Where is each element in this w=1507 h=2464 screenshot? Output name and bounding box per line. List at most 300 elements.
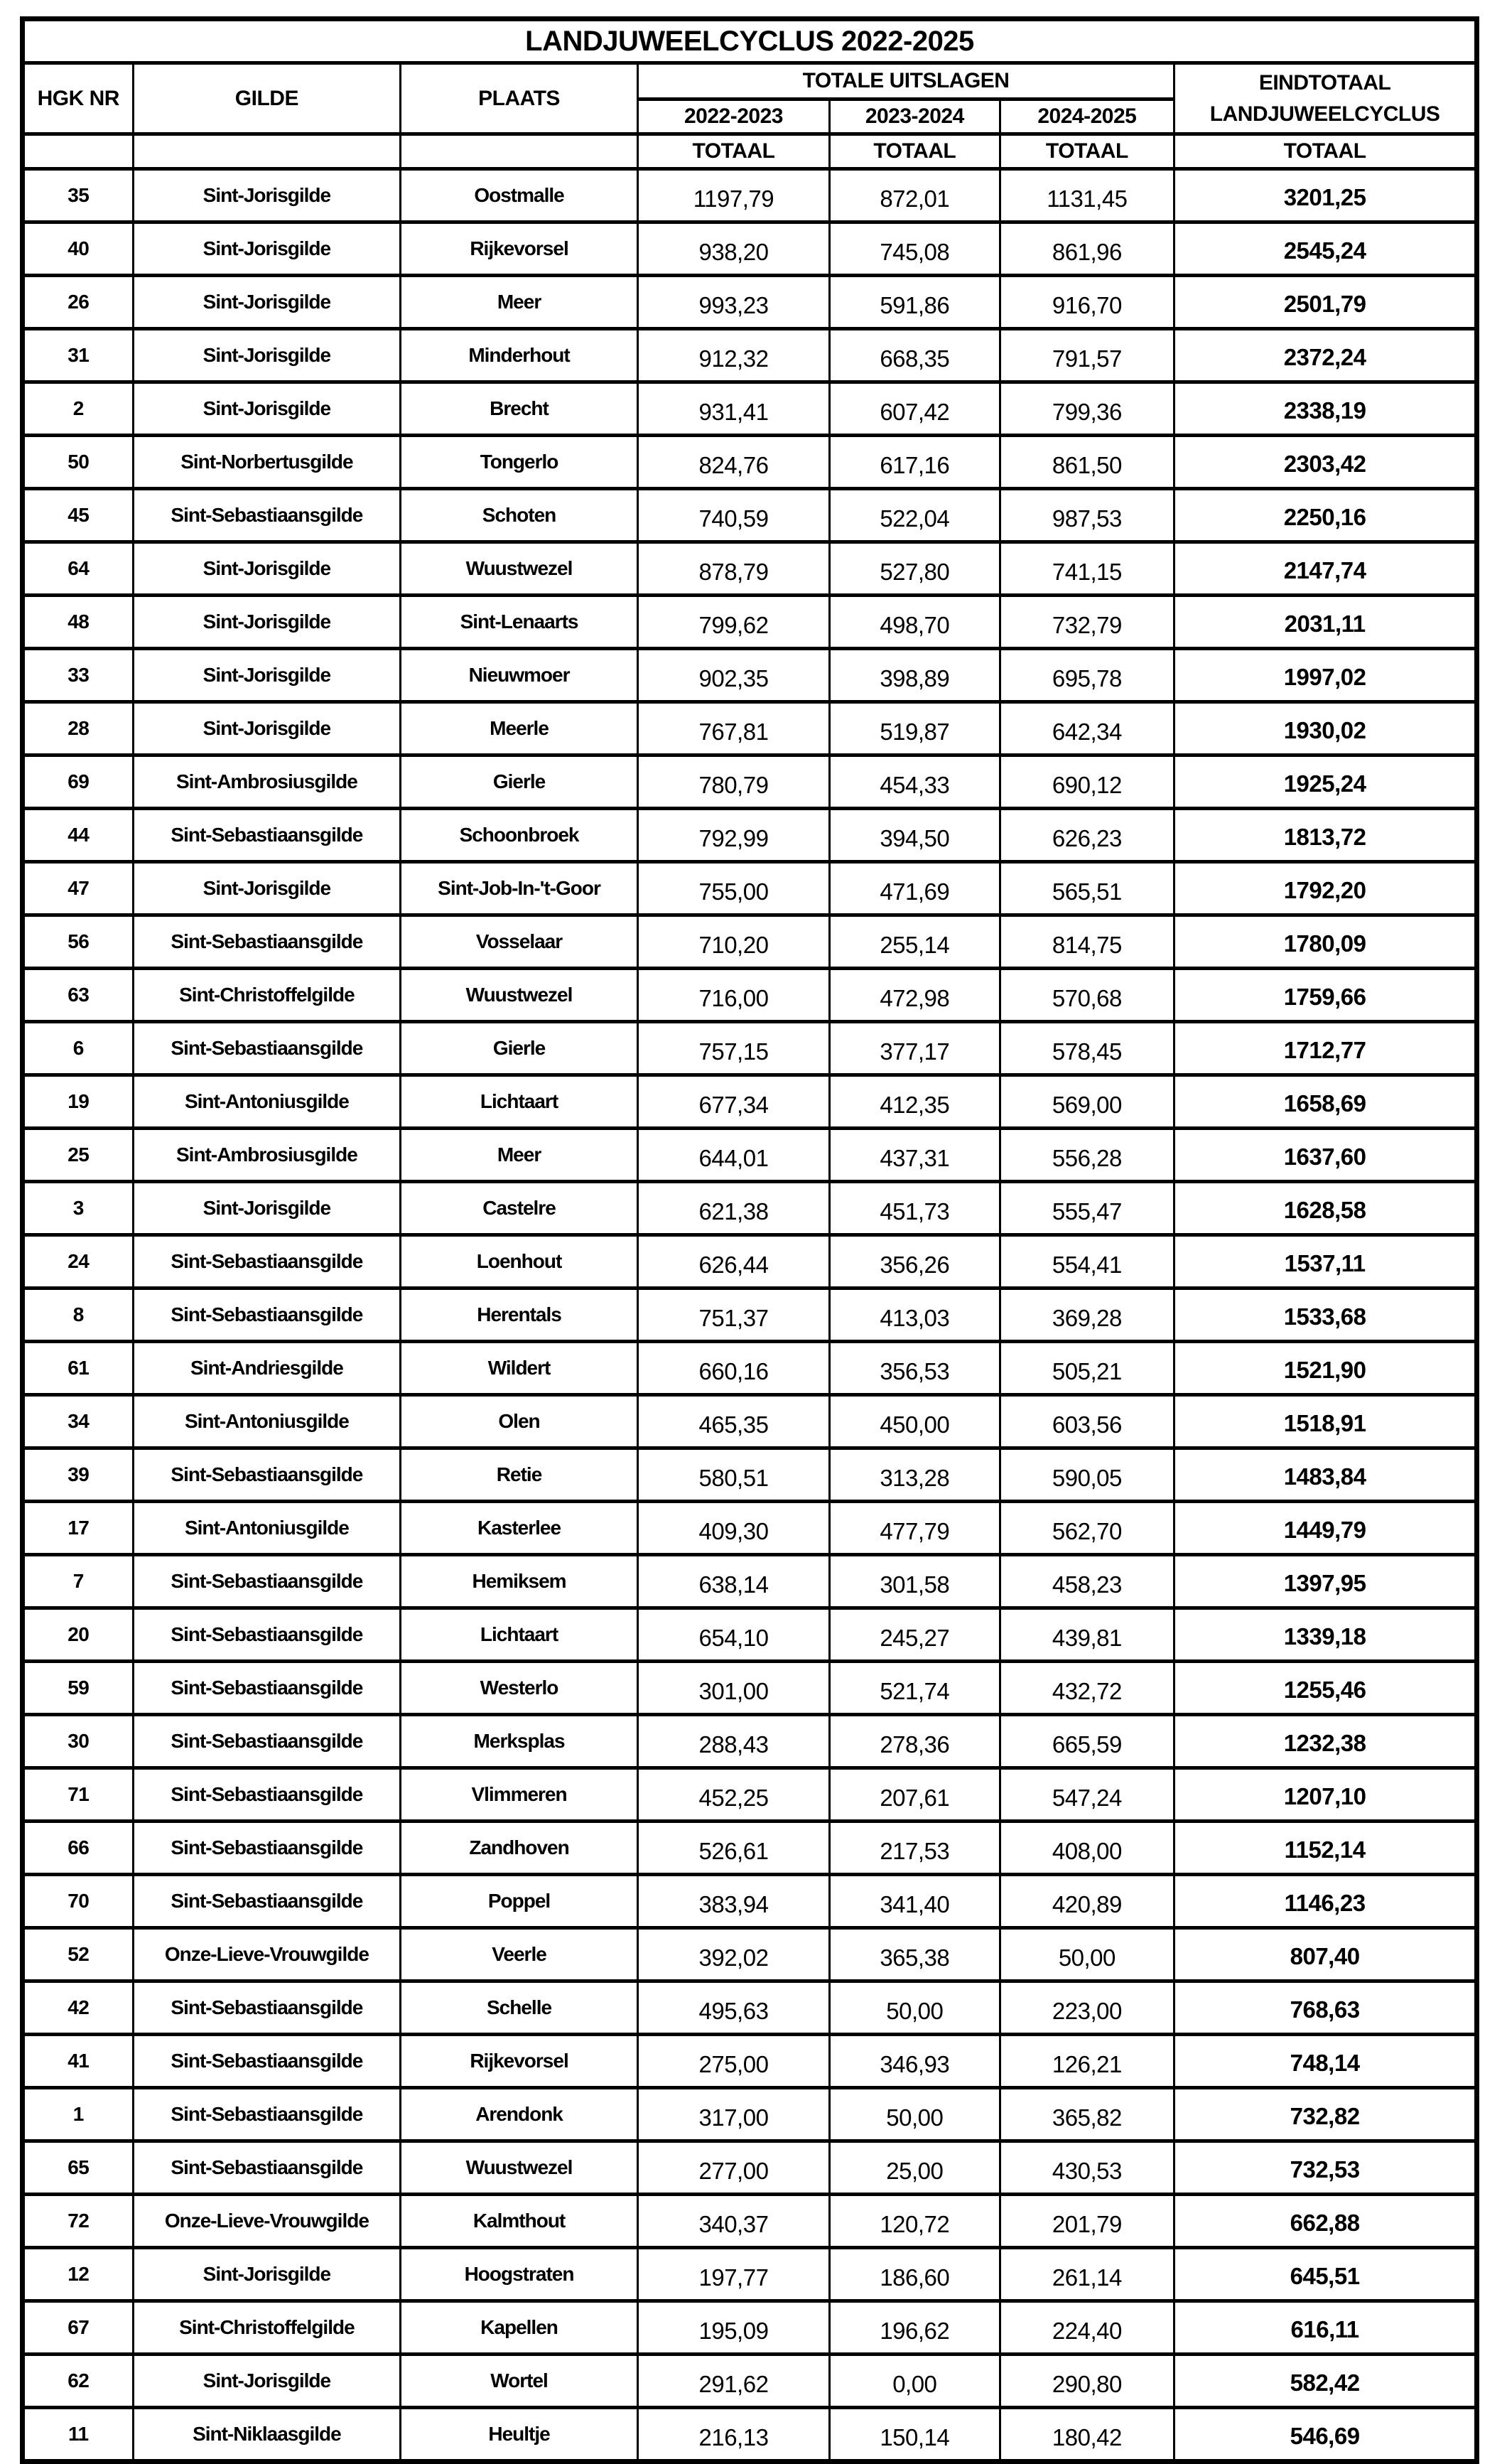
hgk-number-cell: 69 bbox=[23, 755, 134, 809]
eindtotaal-cell: 1483,84 bbox=[1174, 1448, 1477, 1502]
gilde-name-cell: Sint-Sebastiaansgilde bbox=[133, 2088, 401, 2141]
eindtotaal-cell: 732,82 bbox=[1174, 2088, 1477, 2141]
season2-total-cell: 398,89 bbox=[830, 649, 1000, 702]
season1-total-cell: 740,59 bbox=[637, 489, 829, 542]
season1-total-cell: 677,34 bbox=[637, 1075, 829, 1129]
season3-total-cell: 665,59 bbox=[1000, 1715, 1174, 1768]
plaats-cell: Meerle bbox=[401, 702, 638, 755]
gilde-name-cell: Onze-Lieve-Vrouwgilde bbox=[133, 2195, 401, 2248]
season2-total-cell: 356,26 bbox=[830, 1235, 1000, 1289]
plaats-cell: Wortel bbox=[401, 2355, 638, 2408]
season3-total-cell: 570,68 bbox=[1000, 969, 1174, 1022]
hgk-number-cell: 3 bbox=[23, 1182, 134, 1235]
header-gilde: GILDE bbox=[133, 63, 401, 134]
eindtotaal-cell: 1521,90 bbox=[1174, 1342, 1477, 1395]
gilde-name-cell: Sint-Sebastiaansgilde bbox=[133, 1289, 401, 1342]
season2-total-cell: 450,00 bbox=[830, 1395, 1000, 1448]
season3-total-cell: 290,80 bbox=[1000, 2355, 1174, 2408]
plaats-cell: Vlimmeren bbox=[401, 1768, 638, 1822]
table-row bbox=[23, 489, 1477, 542]
eindtotaal-cell: 1780,09 bbox=[1174, 915, 1477, 969]
gilde-name-cell: Sint-Ambrosiusgilde bbox=[133, 755, 401, 809]
eindtotaal-cell: 732,53 bbox=[1174, 2141, 1477, 2195]
season2-total-cell: 207,61 bbox=[830, 1768, 1000, 1822]
gilde-name-cell: Sint-Sebastiaansgilde bbox=[133, 2141, 401, 2195]
table-row bbox=[23, 1822, 1477, 1875]
plaats-cell: Veerle bbox=[401, 1928, 638, 1981]
eindtotaal-cell: 2545,24 bbox=[1174, 222, 1477, 276]
season2-total-cell: 522,04 bbox=[830, 489, 1000, 542]
table-row bbox=[23, 2408, 1477, 2462]
table-row bbox=[23, 329, 1477, 382]
season2-total-cell: 186,60 bbox=[830, 2248, 1000, 2301]
season3-total-cell: 555,47 bbox=[1000, 1182, 1174, 1235]
table-row bbox=[23, 1715, 1477, 1768]
plaats-cell: Schoonbroek bbox=[401, 809, 638, 862]
eindtotaal-cell: 1533,68 bbox=[1174, 1289, 1477, 1342]
header-hgk-nr: HGK NR bbox=[23, 63, 134, 134]
eindtotaal-cell: 1628,58 bbox=[1174, 1182, 1477, 1235]
eindtotaal-cell: 748,14 bbox=[1174, 2035, 1477, 2088]
header-totale-uitslagen: TOTALE UITSLAGEN bbox=[637, 63, 1174, 99]
season1-total-cell: 938,20 bbox=[637, 222, 829, 276]
season3-total-cell: 50,00 bbox=[1000, 1928, 1174, 1981]
hgk-number-cell: 6 bbox=[23, 1022, 134, 1075]
season1-total-cell: 621,38 bbox=[637, 1182, 829, 1235]
season1-total-cell: 767,81 bbox=[637, 702, 829, 755]
plaats-cell: Minderhout bbox=[401, 329, 638, 382]
gilde-name-cell: Sint-Sebastiaansgilde bbox=[133, 1875, 401, 1928]
season3-total-cell: 590,05 bbox=[1000, 1448, 1174, 1502]
season3-total-cell: 814,75 bbox=[1000, 915, 1174, 969]
season1-total-cell: 792,99 bbox=[637, 809, 829, 862]
season2-total-cell: 217,53 bbox=[830, 1822, 1000, 1875]
eindtotaal-cell: 1255,46 bbox=[1174, 1662, 1477, 1715]
hgk-number-cell: 52 bbox=[23, 1928, 134, 1981]
gilde-name-cell: Sint-Jorisgilde bbox=[133, 222, 401, 276]
table-row bbox=[23, 542, 1477, 596]
season3-total-cell: 732,79 bbox=[1000, 596, 1174, 649]
season1-total-cell: 409,30 bbox=[637, 1502, 829, 1555]
season3-total-cell: 626,23 bbox=[1000, 809, 1174, 862]
table-row bbox=[23, 1662, 1477, 1715]
plaats-cell: Heultje bbox=[401, 2408, 638, 2462]
table-row bbox=[23, 1448, 1477, 1502]
season3-total-cell: 603,56 bbox=[1000, 1395, 1174, 1448]
page-title: LANDJUWEELCYCLUS 2022-2025 bbox=[23, 19, 1477, 63]
season2-total-cell: 394,50 bbox=[830, 809, 1000, 862]
header-empty-hgk bbox=[23, 134, 134, 169]
gilde-name-cell: Sint-Jorisgilde bbox=[133, 169, 401, 222]
eindtotaal-cell: 2147,74 bbox=[1174, 542, 1477, 596]
table-row bbox=[23, 1768, 1477, 1822]
eindtotaal-cell: 1813,72 bbox=[1174, 809, 1477, 862]
plaats-cell: Schoten bbox=[401, 489, 638, 542]
season1-total-cell: 799,62 bbox=[637, 596, 829, 649]
plaats-cell: Rijkevorsel bbox=[401, 222, 638, 276]
season2-total-cell: 341,40 bbox=[830, 1875, 1000, 1928]
eindtotaal-cell: 1930,02 bbox=[1174, 702, 1477, 755]
plaats-cell: Wuustwezel bbox=[401, 542, 638, 596]
eindtotaal-cell: 1397,95 bbox=[1174, 1555, 1477, 1608]
season1-total-cell: 275,00 bbox=[637, 2035, 829, 2088]
header-empty-plaats bbox=[401, 134, 638, 169]
gilde-name-cell: Sint-Jorisgilde bbox=[133, 276, 401, 329]
gilde-name-cell: Sint-Jorisgilde bbox=[133, 382, 401, 436]
season1-total-cell: 638,14 bbox=[637, 1555, 829, 1608]
season1-total-cell: 195,09 bbox=[637, 2301, 829, 2355]
eindtotaal-cell: 1152,14 bbox=[1174, 1822, 1477, 1875]
eindtotaal-cell: 1537,11 bbox=[1174, 1235, 1477, 1289]
season1-total-cell: 654,10 bbox=[637, 1608, 829, 1662]
eindtotaal-cell: 1637,60 bbox=[1174, 1129, 1477, 1182]
season3-total-cell: 201,79 bbox=[1000, 2195, 1174, 2248]
table-row bbox=[23, 1075, 1477, 1129]
season3-total-cell: 432,72 bbox=[1000, 1662, 1174, 1715]
season3-total-cell: 690,12 bbox=[1000, 755, 1174, 809]
table-row bbox=[23, 1555, 1477, 1608]
eindtotaal-cell: 1658,69 bbox=[1174, 1075, 1477, 1129]
season3-total-cell: 365,82 bbox=[1000, 2088, 1174, 2141]
header-eindtotaal bbox=[1174, 63, 1477, 134]
hgk-number-cell: 39 bbox=[23, 1448, 134, 1502]
gilde-name-cell: Sint-Andriesgilde bbox=[133, 1342, 401, 1395]
season3-total-cell: 741,15 bbox=[1000, 542, 1174, 596]
eindtotaal-cell: 1997,02 bbox=[1174, 649, 1477, 702]
season2-total-cell: 471,69 bbox=[830, 862, 1000, 915]
eindtotaal-cell: 582,42 bbox=[1174, 2355, 1477, 2408]
season1-total-cell: 644,01 bbox=[637, 1129, 829, 1182]
season2-total-cell: 150,14 bbox=[830, 2408, 1000, 2462]
hgk-number-cell: 45 bbox=[23, 489, 134, 542]
table-row bbox=[23, 755, 1477, 809]
header-totaal-season2: TOTAAL bbox=[830, 134, 1000, 169]
eindtotaal-cell: 2372,24 bbox=[1174, 329, 1477, 382]
plaats-cell: Poppel bbox=[401, 1875, 638, 1928]
table-row bbox=[23, 1502, 1477, 1555]
gilde-name-cell: Sint-Sebastiaansgilde bbox=[133, 1822, 401, 1875]
plaats-cell: Sint-Job-In-'t-Goor bbox=[401, 862, 638, 915]
plaats-cell: Lichtaart bbox=[401, 1608, 638, 1662]
season3-total-cell: 430,53 bbox=[1000, 2141, 1174, 2195]
season2-total-cell: 591,86 bbox=[830, 276, 1000, 329]
plaats-cell: Gierle bbox=[401, 1022, 638, 1075]
season1-total-cell: 301,00 bbox=[637, 1662, 829, 1715]
season1-total-cell: 495,63 bbox=[637, 1981, 829, 2035]
season3-total-cell: 458,23 bbox=[1000, 1555, 1174, 1608]
table-row bbox=[23, 702, 1477, 755]
season2-total-cell: 25,00 bbox=[830, 2141, 1000, 2195]
table-row bbox=[23, 1182, 1477, 1235]
gilde-name-cell: Sint-Antoniusgilde bbox=[133, 1502, 401, 1555]
season2-total-cell: 668,35 bbox=[830, 329, 1000, 382]
eindtotaal-cell: 616,11 bbox=[1174, 2301, 1477, 2355]
gilde-name-cell: Sint-Sebastiaansgilde bbox=[133, 1662, 401, 1715]
season2-total-cell: 498,70 bbox=[830, 596, 1000, 649]
season1-total-cell: 580,51 bbox=[637, 1448, 829, 1502]
hgk-number-cell: 61 bbox=[23, 1342, 134, 1395]
hgk-number-cell: 34 bbox=[23, 1395, 134, 1448]
season3-total-cell: 224,40 bbox=[1000, 2301, 1174, 2355]
eindtotaal-cell: 2303,42 bbox=[1174, 436, 1477, 489]
eindtotaal-cell: 3201,25 bbox=[1174, 169, 1477, 222]
season1-total-cell: 626,44 bbox=[637, 1235, 829, 1289]
hgk-number-cell: 31 bbox=[23, 329, 134, 382]
season2-total-cell: 120,72 bbox=[830, 2195, 1000, 2248]
season2-total-cell: 50,00 bbox=[830, 1981, 1000, 2035]
header-season-2024-2025: 2024-2025 bbox=[1000, 99, 1174, 134]
gilde-name-cell: Sint-Sebastiaansgilde bbox=[133, 915, 401, 969]
season2-total-cell: 196,62 bbox=[830, 2301, 1000, 2355]
gilde-name-cell: Sint-Christoffelgilde bbox=[133, 2301, 401, 2355]
gilde-name-cell: Sint-Antoniusgilde bbox=[133, 1075, 401, 1129]
season1-total-cell: 660,16 bbox=[637, 1342, 829, 1395]
gilde-name-cell: Sint-Sebastiaansgilde bbox=[133, 809, 401, 862]
table-row bbox=[23, 2355, 1477, 2408]
eindtotaal-cell: 2501,79 bbox=[1174, 276, 1477, 329]
gilde-name-cell: Sint-Sebastiaansgilde bbox=[133, 1555, 401, 1608]
hgk-number-cell: 72 bbox=[23, 2195, 134, 2248]
header-season-2023-2024: 2023-2024 bbox=[830, 99, 1000, 134]
season1-total-cell: 755,00 bbox=[637, 862, 829, 915]
season1-total-cell: 780,79 bbox=[637, 755, 829, 809]
season2-total-cell: 50,00 bbox=[830, 2088, 1000, 2141]
title-row bbox=[23, 19, 1477, 63]
season2-total-cell: 472,98 bbox=[830, 969, 1000, 1022]
season3-total-cell: 562,70 bbox=[1000, 1502, 1174, 1555]
season2-total-cell: 301,58 bbox=[830, 1555, 1000, 1608]
season1-total-cell: 288,43 bbox=[637, 1715, 829, 1768]
hgk-number-cell: 62 bbox=[23, 2355, 134, 2408]
table-row bbox=[23, 276, 1477, 329]
hgk-number-cell: 40 bbox=[23, 222, 134, 276]
hgk-number-cell: 2 bbox=[23, 382, 134, 436]
header-row-totaal bbox=[23, 134, 1477, 169]
hgk-number-cell: 20 bbox=[23, 1608, 134, 1662]
eindtotaal-cell: 1146,23 bbox=[1174, 1875, 1477, 1928]
gilde-name-cell: Sint-Jorisgilde bbox=[133, 596, 401, 649]
season1-total-cell: 216,13 bbox=[637, 2408, 829, 2462]
hgk-number-cell: 19 bbox=[23, 1075, 134, 1129]
eindtotaal-cell: 2338,19 bbox=[1174, 382, 1477, 436]
season2-total-cell: 245,27 bbox=[830, 1608, 1000, 1662]
plaats-cell: Zandhoven bbox=[401, 1822, 638, 1875]
table-row bbox=[23, 1342, 1477, 1395]
hgk-number-cell: 44 bbox=[23, 809, 134, 862]
season3-total-cell: 799,36 bbox=[1000, 382, 1174, 436]
season1-total-cell: 452,25 bbox=[637, 1768, 829, 1822]
eindtotaal-cell: 1518,91 bbox=[1174, 1395, 1477, 1448]
eindtotaal-cell: 2250,16 bbox=[1174, 489, 1477, 542]
table-row bbox=[23, 1981, 1477, 2035]
table-row bbox=[23, 969, 1477, 1022]
hgk-number-cell: 28 bbox=[23, 702, 134, 755]
season2-total-cell: 0,00 bbox=[830, 2355, 1000, 2408]
gilde-name-cell: Sint-Jorisgilde bbox=[133, 542, 401, 596]
table-row bbox=[23, 1395, 1477, 1448]
gilde-name-cell: Sint-Niklaasgilde bbox=[133, 2408, 401, 2462]
season3-total-cell: 439,81 bbox=[1000, 1608, 1174, 1662]
season2-total-cell: 255,14 bbox=[830, 915, 1000, 969]
season3-total-cell: 420,89 bbox=[1000, 1875, 1174, 1928]
season3-total-cell: 505,21 bbox=[1000, 1342, 1174, 1395]
gilde-name-cell: Sint-Jorisgilde bbox=[133, 2248, 401, 2301]
season3-total-cell: 369,28 bbox=[1000, 1289, 1174, 1342]
header-eindtotaal-line1: EINDTOTAAL bbox=[1258, 70, 1391, 95]
season2-total-cell: 745,08 bbox=[830, 222, 1000, 276]
plaats-cell: Nieuwmoer bbox=[401, 649, 638, 702]
season3-total-cell: 565,51 bbox=[1000, 862, 1174, 915]
table-row bbox=[23, 2195, 1477, 2248]
eindtotaal-cell: 768,63 bbox=[1174, 1981, 1477, 2035]
table-row bbox=[23, 2035, 1477, 2088]
table-row bbox=[23, 1235, 1477, 1289]
season1-total-cell: 392,02 bbox=[637, 1928, 829, 1981]
gilde-name-cell: Sint-Sebastiaansgilde bbox=[133, 1235, 401, 1289]
hgk-number-cell: 71 bbox=[23, 1768, 134, 1822]
gilde-name-cell: Sint-Sebastiaansgilde bbox=[133, 1608, 401, 1662]
season1-total-cell: 912,32 bbox=[637, 329, 829, 382]
season3-total-cell: 547,24 bbox=[1000, 1768, 1174, 1822]
plaats-cell: Wuustwezel bbox=[401, 969, 638, 1022]
plaats-cell: Kasterlee bbox=[401, 1502, 638, 1555]
plaats-cell: Meer bbox=[401, 1129, 638, 1182]
season1-total-cell: 197,77 bbox=[637, 2248, 829, 2301]
plaats-cell: Loenhout bbox=[401, 1235, 638, 1289]
season1-total-cell: 751,37 bbox=[637, 1289, 829, 1342]
gilde-name-cell: Onze-Lieve-Vrouwgilde bbox=[133, 1928, 401, 1981]
eindtotaal-cell: 1792,20 bbox=[1174, 862, 1477, 915]
plaats-cell: Merksplas bbox=[401, 1715, 638, 1768]
plaats-cell: Hemiksem bbox=[401, 1555, 638, 1608]
season3-total-cell: 408,00 bbox=[1000, 1822, 1174, 1875]
hgk-number-cell: 8 bbox=[23, 1289, 134, 1342]
gilde-name-cell: Sint-Sebastiaansgilde bbox=[133, 1768, 401, 1822]
hgk-number-cell: 25 bbox=[23, 1129, 134, 1182]
gilde-name-cell: Sint-Jorisgilde bbox=[133, 2355, 401, 2408]
table-row bbox=[23, 436, 1477, 489]
season1-total-cell: 878,79 bbox=[637, 542, 829, 596]
season3-total-cell: 556,28 bbox=[1000, 1129, 1174, 1182]
hgk-number-cell: 12 bbox=[23, 2248, 134, 2301]
plaats-cell: Sint-Lenaarts bbox=[401, 596, 638, 649]
hgk-number-cell: 65 bbox=[23, 2141, 134, 2195]
season1-total-cell: 1197,79 bbox=[637, 169, 829, 222]
hgk-number-cell: 67 bbox=[23, 2301, 134, 2355]
eindtotaal-cell: 1449,79 bbox=[1174, 1502, 1477, 1555]
season1-total-cell: 710,20 bbox=[637, 915, 829, 969]
table-row bbox=[23, 1129, 1477, 1182]
table-row bbox=[23, 2141, 1477, 2195]
plaats-cell: Lichtaart bbox=[401, 1075, 638, 1129]
hgk-number-cell: 35 bbox=[23, 169, 134, 222]
season1-total-cell: 465,35 bbox=[637, 1395, 829, 1448]
season2-total-cell: 521,74 bbox=[830, 1662, 1000, 1715]
season3-total-cell: 223,00 bbox=[1000, 1981, 1174, 2035]
plaats-cell: Meer bbox=[401, 276, 638, 329]
gilde-name-cell: Sint-Jorisgilde bbox=[133, 1182, 401, 1235]
eindtotaal-cell: 645,51 bbox=[1174, 2248, 1477, 2301]
hgk-number-cell: 33 bbox=[23, 649, 134, 702]
table-row bbox=[23, 1289, 1477, 1342]
season3-total-cell: 126,21 bbox=[1000, 2035, 1174, 2088]
season3-total-cell: 987,53 bbox=[1000, 489, 1174, 542]
eindtotaal-cell: 807,40 bbox=[1174, 1928, 1477, 1981]
season2-total-cell: 607,42 bbox=[830, 382, 1000, 436]
table-row bbox=[23, 649, 1477, 702]
season2-total-cell: 617,16 bbox=[830, 436, 1000, 489]
plaats-cell: Wildert bbox=[401, 1342, 638, 1395]
season2-total-cell: 413,03 bbox=[830, 1289, 1000, 1342]
table-row bbox=[23, 169, 1477, 222]
gilde-name-cell: Sint-Sebastiaansgilde bbox=[133, 1022, 401, 1075]
header-totaal-season1: TOTAAL bbox=[637, 134, 829, 169]
plaats-cell: Westerlo bbox=[401, 1662, 638, 1715]
plaats-cell: Retie bbox=[401, 1448, 638, 1502]
hgk-number-cell: 41 bbox=[23, 2035, 134, 2088]
season3-total-cell: 578,45 bbox=[1000, 1022, 1174, 1075]
table-row bbox=[23, 2088, 1477, 2141]
plaats-cell: Vosselaar bbox=[401, 915, 638, 969]
season1-total-cell: 993,23 bbox=[637, 276, 829, 329]
hgk-number-cell: 50 bbox=[23, 436, 134, 489]
eindtotaal-cell: 1925,24 bbox=[1174, 755, 1477, 809]
table-row bbox=[23, 222, 1477, 276]
plaats-cell: Brecht bbox=[401, 382, 638, 436]
table-row bbox=[23, 2301, 1477, 2355]
header-eindtotaal-line2: LANDJUWEELCYCLUS bbox=[1209, 102, 1440, 126]
gilde-name-cell: Sint-Sebastiaansgilde bbox=[133, 1448, 401, 1502]
season1-total-cell: 291,62 bbox=[637, 2355, 829, 2408]
hgk-number-cell: 7 bbox=[23, 1555, 134, 1608]
hgk-number-cell: 66 bbox=[23, 1822, 134, 1875]
plaats-cell: Arendonk bbox=[401, 2088, 638, 2141]
table-row bbox=[23, 862, 1477, 915]
table-row bbox=[23, 809, 1477, 862]
gilde-name-cell: Sint-Jorisgilde bbox=[133, 702, 401, 755]
header-row-main bbox=[23, 63, 1477, 99]
plaats-cell: Rijkevorsel bbox=[401, 2035, 638, 2088]
season1-total-cell: 757,15 bbox=[637, 1022, 829, 1075]
hgk-number-cell: 30 bbox=[23, 1715, 134, 1768]
hgk-number-cell: 48 bbox=[23, 596, 134, 649]
season1-total-cell: 383,94 bbox=[637, 1875, 829, 1928]
hgk-number-cell: 64 bbox=[23, 542, 134, 596]
plaats-cell: Schelle bbox=[401, 1981, 638, 2035]
gilde-name-cell: Sint-Antoniusgilde bbox=[133, 1395, 401, 1448]
eindtotaal-cell: 546,69 bbox=[1174, 2408, 1477, 2462]
eindtotaal-cell: 1712,77 bbox=[1174, 1022, 1477, 1075]
season3-total-cell: 261,14 bbox=[1000, 2248, 1174, 2301]
season3-total-cell: 861,50 bbox=[1000, 436, 1174, 489]
eindtotaal-cell: 2031,11 bbox=[1174, 596, 1477, 649]
table-body bbox=[23, 169, 1477, 2462]
season2-total-cell: 437,31 bbox=[830, 1129, 1000, 1182]
season1-total-cell: 824,76 bbox=[637, 436, 829, 489]
season2-total-cell: 278,36 bbox=[830, 1715, 1000, 1768]
hgk-number-cell: 47 bbox=[23, 862, 134, 915]
plaats-cell: Tongerlo bbox=[401, 436, 638, 489]
gilde-name-cell: Sint-Jorisgilde bbox=[133, 649, 401, 702]
results-table bbox=[20, 16, 1479, 2464]
header-empty-gilde bbox=[133, 134, 401, 169]
plaats-cell: Olen bbox=[401, 1395, 638, 1448]
gilde-name-cell: Sint-Norbertusgilde bbox=[133, 436, 401, 489]
gilde-name-cell: Sint-Sebastiaansgilde bbox=[133, 1715, 401, 1768]
plaats-cell: Kalmthout bbox=[401, 2195, 638, 2248]
season3-total-cell: 916,70 bbox=[1000, 276, 1174, 329]
season2-total-cell: 477,79 bbox=[830, 1502, 1000, 1555]
